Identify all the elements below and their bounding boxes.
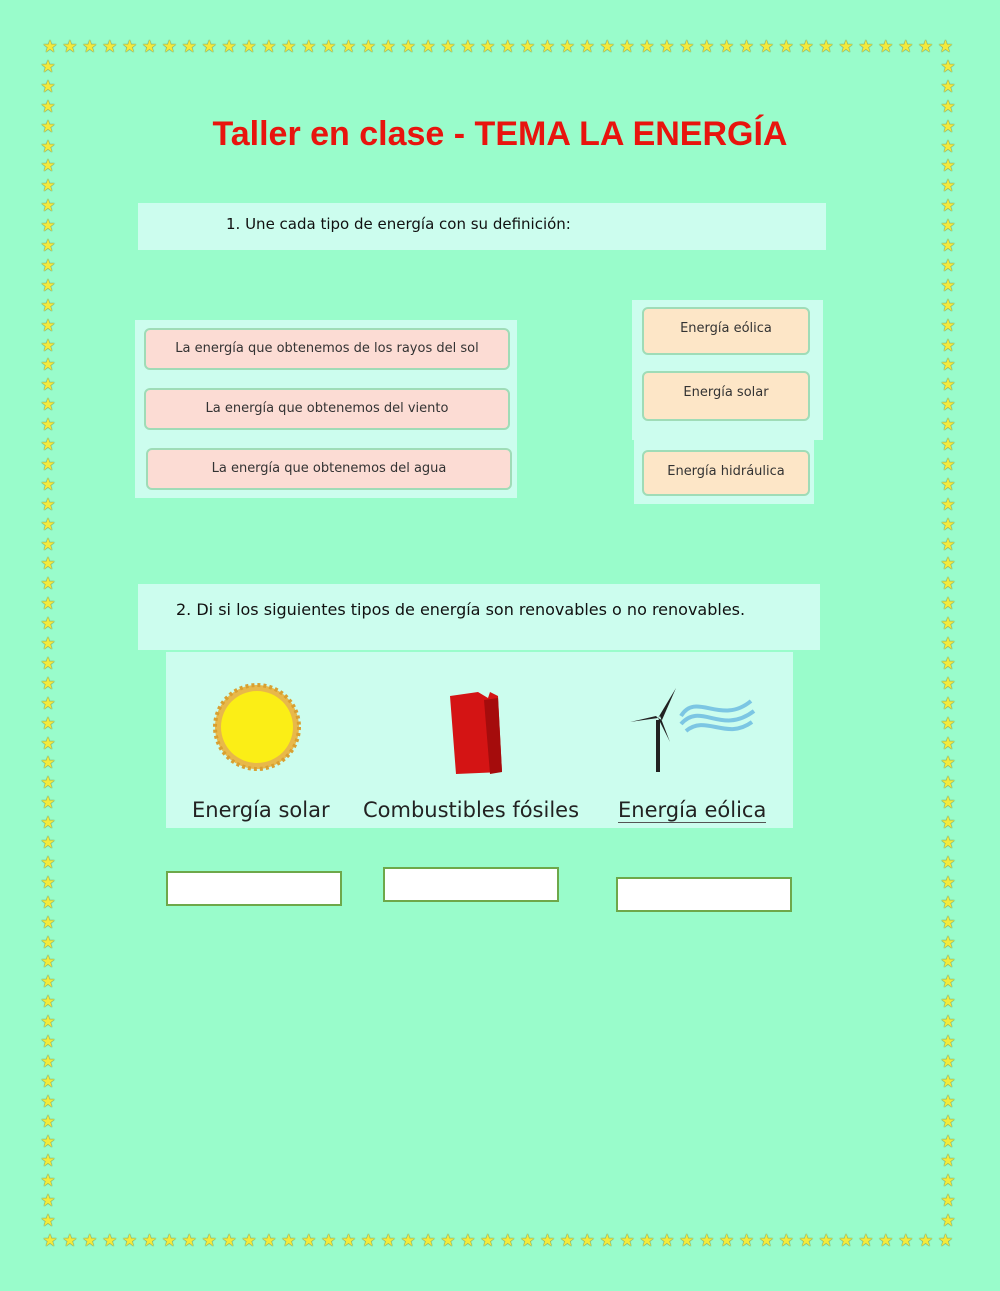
star-icon: ★ (201, 37, 217, 57)
star-icon: ★ (917, 1231, 934, 1251)
star-icon: ★ (40, 673, 56, 694)
star-icon: ★ (241, 1231, 257, 1251)
star-icon: ★ (40, 335, 56, 356)
star-icon: ★ (480, 37, 496, 57)
star-icon: ★ (940, 275, 956, 296)
star-icon: ★ (798, 37, 814, 57)
star-icon: ★ (940, 1131, 956, 1152)
star-icon: ★ (42, 1231, 58, 1251)
star-icon: ★ (40, 534, 56, 555)
star-icon: ★ (40, 634, 56, 654)
star-icon: ★ (940, 136, 956, 157)
star-icon: ★ (519, 37, 536, 57)
star-icon: ★ (380, 37, 396, 57)
star-icon: ★ (40, 295, 56, 316)
star-icon: ★ (940, 793, 956, 814)
star-icon: ★ (480, 1231, 496, 1251)
answer-input-solar[interactable] (166, 871, 342, 906)
terms-panel (632, 300, 823, 440)
star-icon: ★ (940, 176, 956, 197)
sun-icon (212, 682, 302, 772)
star-icon: ★ (360, 1231, 377, 1251)
star-icon: ★ (940, 255, 956, 276)
star-icon: ★ (40, 156, 56, 177)
star-icon: ★ (40, 872, 56, 893)
star-icon: ★ (500, 1231, 516, 1251)
star-icon: ★ (679, 1231, 695, 1251)
star-icon: ★ (40, 693, 56, 714)
star-icon: ★ (699, 37, 715, 57)
question-2-prompt: 2. Di si los siguientes tipos de energía son renovables o no renovables. (138, 584, 820, 650)
caption-solar: Energía solar (192, 798, 330, 822)
energy-images-panel (166, 652, 793, 828)
star-icon: ★ (559, 37, 576, 57)
star-icon: ★ (940, 534, 956, 555)
star-icon: ★ (40, 355, 56, 376)
star-icon: ★ (940, 673, 956, 694)
star-icon: ★ (559, 1231, 576, 1251)
star-icon: ★ (40, 1171, 56, 1192)
star-icon: ★ (940, 96, 956, 117)
star-icon: ★ (878, 1231, 894, 1251)
caption-fossil: Combustibles fósiles (363, 798, 580, 822)
star-icon: ★ (40, 494, 56, 515)
star-icon: ★ (40, 1131, 56, 1152)
star-icon: ★ (82, 1231, 98, 1251)
star-icon: ★ (940, 494, 956, 515)
star-icon: ★ (141, 1231, 158, 1251)
star-icon: ★ (40, 1071, 56, 1092)
star-icon: ★ (778, 1231, 794, 1251)
star-icon: ★ (599, 37, 615, 57)
star-icon: ★ (40, 415, 56, 436)
star-icon: ★ (340, 1231, 357, 1251)
star-icon: ★ (940, 733, 956, 754)
star-icon: ★ (940, 753, 956, 774)
star-icon: ★ (917, 37, 934, 57)
definition-water[interactable]: La energía que obtenemos del agua (146, 448, 512, 490)
star-icon: ★ (261, 1231, 277, 1251)
star-icon: ★ (40, 733, 56, 754)
star-icon: ★ (940, 554, 956, 575)
star-icon: ★ (400, 1231, 416, 1251)
star-icon: ★ (40, 1032, 56, 1052)
star-icon: ★ (940, 1171, 956, 1192)
term-panel-2 (634, 440, 814, 504)
page-title: Taller en clase - TEMA LA ENERGÍA (212, 115, 788, 153)
star-icon: ★ (940, 335, 956, 356)
star-icon: ★ (878, 37, 894, 57)
star-icon: ★ (320, 37, 337, 57)
definitions-panel (135, 320, 517, 498)
star-icon: ★ (62, 37, 78, 57)
star-icon: ★ (40, 56, 56, 77)
star-icon: ★ (40, 952, 56, 973)
star-icon: ★ (40, 793, 56, 814)
star-icon: ★ (940, 634, 956, 654)
star-icon: ★ (940, 1091, 956, 1112)
star-icon: ★ (940, 1211, 956, 1232)
star-icon: ★ (201, 1231, 217, 1251)
star-icon: ★ (940, 594, 956, 615)
star-icon: ★ (940, 315, 956, 336)
star-icon: ★ (40, 833, 56, 853)
star-icon: ★ (940, 1151, 956, 1172)
star-icon: ★ (619, 1231, 635, 1251)
star-icon: ★ (40, 932, 56, 953)
star-icon: ★ (121, 1231, 138, 1251)
star-icon: ★ (420, 1231, 436, 1251)
star-icon: ★ (40, 176, 56, 197)
fuel-can-icon (444, 686, 506, 776)
term-solar[interactable]: Energía solar (642, 371, 810, 421)
star-icon: ★ (40, 813, 56, 834)
star-icon: ★ (102, 1231, 118, 1251)
star-icon: ★ (838, 37, 854, 57)
star-icon: ★ (738, 1231, 755, 1251)
star-icon: ★ (659, 1231, 675, 1251)
star-icon: ★ (40, 554, 56, 575)
star-icon: ★ (818, 37, 834, 57)
star-icon: ★ (940, 653, 956, 674)
star-icon: ★ (320, 1231, 337, 1251)
star-icon: ★ (40, 574, 56, 595)
star-icon: ★ (940, 156, 956, 177)
star-icon: ★ (858, 1231, 874, 1251)
star-icon: ★ (40, 1111, 56, 1132)
star-icon: ★ (619, 37, 635, 57)
term-eolica[interactable]: Energía eólica (642, 307, 810, 355)
star-icon: ★ (42, 37, 58, 57)
star-icon: ★ (261, 37, 277, 57)
question-1-prompt: 1. Une cada tipo de energía con su definición: (138, 203, 826, 250)
star-icon: ★ (539, 37, 556, 57)
star-icon: ★ (778, 37, 794, 57)
star-icon: ★ (281, 1231, 297, 1251)
star-icon: ★ (940, 1051, 956, 1072)
star-icon: ★ (940, 236, 956, 256)
star-icon: ★ (898, 37, 914, 57)
star-icon: ★ (400, 37, 416, 57)
star-icon: ★ (519, 1231, 536, 1251)
star-icon: ★ (940, 196, 956, 217)
star-icon: ★ (102, 37, 118, 57)
star-icon: ★ (40, 395, 56, 416)
star-icon: ★ (221, 37, 237, 57)
star-icon: ★ (40, 136, 56, 157)
star-icon: ★ (940, 773, 956, 794)
star-icon: ★ (82, 37, 98, 57)
star-icon: ★ (940, 614, 956, 635)
caption-eolica: Energía eólica (618, 798, 767, 822)
star-icon: ★ (161, 1231, 178, 1251)
star-icon: ★ (758, 1231, 775, 1251)
star-icon: ★ (420, 37, 436, 57)
star-icon: ★ (40, 275, 56, 296)
star-icon: ★ (940, 872, 956, 893)
star-icon: ★ (40, 474, 56, 495)
star-icon: ★ (40, 435, 56, 455)
star-icon: ★ (940, 1071, 956, 1092)
wind-turbine-icon (626, 686, 756, 776)
star-icon: ★ (937, 1231, 954, 1251)
star-icon: ★ (460, 1231, 476, 1251)
star-icon: ★ (40, 1151, 56, 1172)
star-icon: ★ (940, 474, 956, 495)
star-icon: ★ (940, 415, 956, 436)
star-icon: ★ (40, 255, 56, 276)
star-icon: ★ (940, 992, 956, 1013)
star-icon: ★ (940, 56, 956, 77)
star-icon: ★ (940, 514, 956, 535)
star-icon: ★ (440, 1231, 456, 1251)
star-icon: ★ (40, 594, 56, 615)
term-hidraulica[interactable]: Energía hidráulica (642, 450, 810, 496)
star-icon: ★ (40, 1211, 56, 1232)
definition-wind[interactable]: La energía que obtenemos del viento (144, 388, 510, 430)
star-icon: ★ (40, 852, 56, 873)
star-icon: ★ (40, 315, 56, 336)
star-icon: ★ (301, 1231, 317, 1251)
star-icon: ★ (579, 1231, 595, 1251)
star-icon: ★ (940, 892, 956, 913)
star-icon: ★ (40, 1012, 56, 1033)
star-icon: ★ (40, 713, 56, 734)
star-icon: ★ (40, 375, 56, 396)
star-icon: ★ (340, 37, 357, 57)
star-icon: ★ (940, 1111, 956, 1132)
star-icon: ★ (940, 972, 956, 993)
star-icon: ★ (659, 37, 675, 57)
star-icon: ★ (40, 753, 56, 774)
star-icon: ★ (40, 76, 56, 97)
star-icon: ★ (940, 713, 956, 734)
star-icon: ★ (940, 1191, 956, 1212)
star-icon: ★ (738, 37, 755, 57)
star-icon: ★ (838, 1231, 854, 1251)
star-icon: ★ (940, 912, 956, 933)
star-icon: ★ (940, 813, 956, 834)
star-icon: ★ (940, 952, 956, 973)
definition-sun[interactable]: La energía que obtenemos de los rayos del sol (144, 328, 510, 370)
star-icon: ★ (940, 395, 956, 416)
star-icon: ★ (758, 37, 775, 57)
star-icon: ★ (221, 1231, 237, 1251)
star-icon: ★ (241, 37, 257, 57)
star-icon: ★ (539, 1231, 556, 1251)
star-icon: ★ (141, 37, 158, 57)
star-icon: ★ (858, 37, 874, 57)
star-icon: ★ (40, 116, 56, 137)
star-icon: ★ (40, 96, 56, 117)
star-icon: ★ (940, 375, 956, 396)
star-icon: ★ (181, 1231, 197, 1251)
star-icon: ★ (940, 76, 956, 97)
star-icon: ★ (599, 1231, 615, 1251)
star-icon: ★ (940, 852, 956, 873)
star-icon: ★ (679, 37, 695, 57)
star-icon: ★ (718, 1231, 735, 1251)
star-icon: ★ (40, 972, 56, 993)
star-icon: ★ (161, 37, 178, 57)
star-icon: ★ (62, 1231, 78, 1251)
star-icon: ★ (40, 892, 56, 913)
star-icon: ★ (798, 1231, 814, 1251)
answer-input-eolica[interactable] (616, 877, 792, 912)
star-icon: ★ (40, 196, 56, 217)
star-icon: ★ (121, 37, 138, 57)
star-icon: ★ (40, 1051, 56, 1072)
star-icon: ★ (940, 116, 956, 137)
star-icon: ★ (940, 1012, 956, 1033)
star-icon: ★ (40, 514, 56, 535)
star-icon: ★ (718, 37, 735, 57)
star-icon: ★ (40, 1191, 56, 1212)
star-icon: ★ (639, 1231, 655, 1251)
star-icon: ★ (440, 37, 456, 57)
star-icon: ★ (40, 236, 56, 256)
star-icon: ★ (460, 37, 476, 57)
star-icon: ★ (579, 37, 595, 57)
star-icon: ★ (360, 37, 377, 57)
star-icon: ★ (500, 37, 516, 57)
star-icon: ★ (940, 216, 956, 237)
star-icon: ★ (40, 454, 56, 475)
star-icon: ★ (940, 932, 956, 953)
star-icon: ★ (940, 693, 956, 714)
star-icon: ★ (818, 1231, 834, 1251)
star-icon: ★ (40, 992, 56, 1013)
star-icon: ★ (937, 37, 954, 57)
star-icon: ★ (40, 912, 56, 933)
answer-input-fossil[interactable] (383, 867, 559, 902)
star-icon: ★ (639, 37, 655, 57)
star-icon: ★ (40, 1091, 56, 1112)
star-icon: ★ (940, 833, 956, 853)
star-icon: ★ (699, 1231, 715, 1251)
star-icon: ★ (40, 216, 56, 237)
star-icon: ★ (40, 614, 56, 635)
star-icon: ★ (181, 37, 197, 57)
star-icon: ★ (940, 454, 956, 475)
star-icon: ★ (940, 1032, 956, 1052)
star-icon: ★ (40, 653, 56, 674)
star-icon: ★ (940, 295, 956, 316)
star-icon: ★ (40, 773, 56, 794)
star-icon: ★ (380, 1231, 396, 1251)
star-icon: ★ (281, 37, 297, 57)
star-icon: ★ (940, 574, 956, 595)
star-icon: ★ (940, 355, 956, 376)
star-icon: ★ (898, 1231, 914, 1251)
star-icon: ★ (301, 37, 317, 57)
star-icon: ★ (940, 435, 956, 455)
